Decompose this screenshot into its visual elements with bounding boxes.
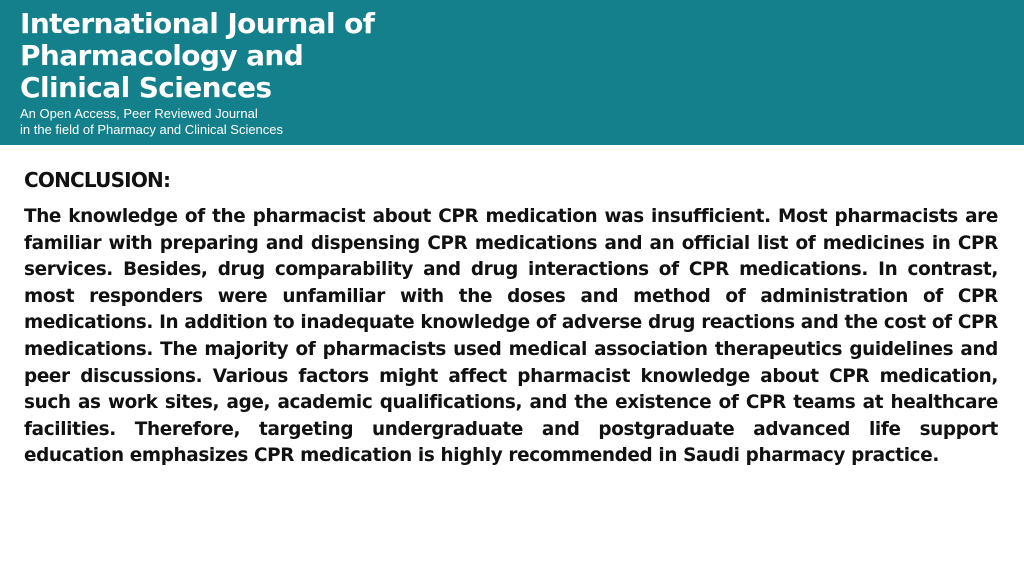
conclusion-section [24,166,998,470]
journal-title-line-2: Pharmacology and [20,39,304,72]
journal-header-banner [0,0,1024,145]
journal-subtitle-line-1: An Open Access, Peer Reviewed Journal [20,106,258,121]
journal-title-line-1: International Journal of [20,7,375,40]
section-heading: CONCLUSION: [24,168,171,192]
journal-title [20,8,374,104]
journal-subtitle-line-2: in the field of Pharmacy and Clinical Sciences [20,122,284,137]
journal-title-line-3: Clinical Sciences [20,71,272,104]
journal-subtitle [20,106,283,138]
section-body-text: The knowledge of the pharmacist about CPR medication was insufficient. Most pharmacists are familiar with preparing and dispensing CPR medications and an official list of medicines in CPR services. Besides, drug comparability and drug interactions of CPR medications. In contrast, most responders were unfamiliar with the doses and method of administration of CPR medications. In addition to inadequate knowledge of adverse drug reactions and the cost of CPR medications. The majority of pharmacists used medical association therapeutics guidelines and peer discussions. Various factors might affect pharmacist knowledge about CPR medication, such as work sites, age, academic qualifications, and the existence of CPR teams at healthcare facilities. Therefore, targeting undergraduate and postgraduate advanced life support education emphasizes CPR medication is highly recommended in Saudi pharmacy practice. [24,206,998,467]
